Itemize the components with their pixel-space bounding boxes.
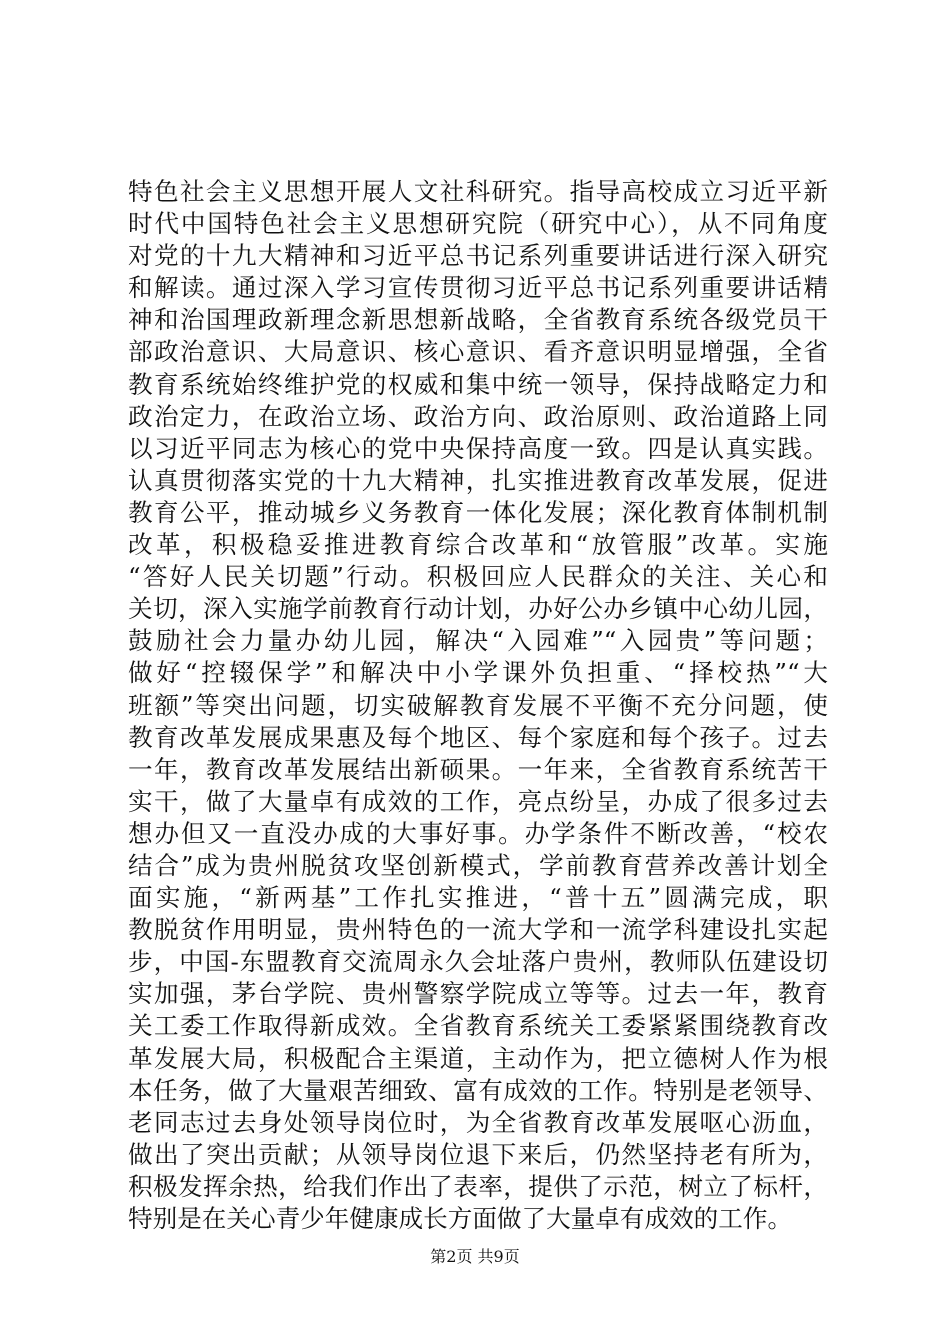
text-line: “答好人民关切题”行动。积极回应人民群众的关注、关心和 [128,562,828,592]
text-line: 部政治意识、大局意识、核心意识、看齐意识明显增强，全省 [128,337,828,367]
text-line: 做好“控辍保学”和解决中小学课外负担重、“择校热”“大 [128,658,828,688]
text-line: 步，中国-东盟教育交流周永久会址落户贵州，教师队伍建设切 [128,947,828,977]
text-line: 班额”等突出问题，切实破解教育发展不平衡不充分问题，使 [128,690,828,720]
text-line: 一年，教育改革发展结出新硕果。一年来，全省教育系统苦干 [128,754,828,784]
text-line: 时代中国特色社会主义思想研究院（研究中心），从不同角度 [128,209,828,239]
text-line: 结合”成为贵州脱贫攻坚创新模式，学前教育营养改善计划全 [128,850,828,880]
text-line: 关切，深入实施学前教育行动计划，办好公办乡镇中心幼儿园， [128,594,828,624]
text-line: 面实施，“新两基”工作扎实推进，“普十五”圆满完成，职 [128,883,828,913]
text-line: 政治定力，在政治立场、政治方向、政治原则、政治道路上同 [128,401,828,431]
text-line: 老同志过去身处领导岗位时，为全省教育改革发展呕心沥血， [128,1107,828,1137]
text-line: 做出了突出贡献；从领导岗位退下来后，仍然坚持老有所为， [128,1139,828,1169]
text-line: 特别是在关心青少年健康成长方面做了大量卓有成效的工作。 [128,1204,793,1233]
text-line: 认真贯彻落实党的十九大精神，扎实推进教育改革发展，促进 [128,465,828,495]
text-line: 关工委工作取得新成效。全省教育系统关工委紧紧围绕教育改 [128,1011,828,1041]
text-line: 以习近平同志为核心的党中央保持高度一致。四是认真实践。 [128,433,828,463]
page-number-footer: 第2页 共9页 [430,1247,520,1266]
text-line: 实干，做了大量卓有成效的工作，亮点纷呈，办成了很多过去 [128,786,828,816]
text-line: 教育系统始终维护党的权威和集中统一领导，保持战略定力和 [128,369,828,399]
text-line: 积极发挥余热，给我们作出了表率，提供了示范，树立了标杆， [128,1171,828,1201]
text-line: 特色社会主义思想开展人文社科研究。指导高校成立习近平新 [128,177,828,206]
text-line: 实加强，茅台学院、贵州警察学院成立等等。过去一年，教育 [128,979,828,1009]
text-line: 教育改革发展成果惠及每个地区、每个家庭和每个孩子。过去 [128,722,828,752]
text-line: 本任务，做了大量艰苦细致、富有成效的工作。特别是老领导、 [128,1075,828,1105]
text-line: 神和治国理政新理念新思想新战略，全省教育系统各级党员干 [128,305,828,335]
text-line: 改革，积极稳妥推进教育综合改革和“放管服”改革。实施 [128,530,828,560]
text-line: 想办但又一直没办成的大事好事。办学条件不断改善，“校农 [128,818,828,848]
text-line: 教育公平，推动城乡义务教育一体化发展；深化教育体制机制 [128,497,828,527]
text-line: 革发展大局，积极配合主渠道，主动作为，把立德树人作为根 [128,1043,828,1073]
text-line: 鼓励社会力量办幼儿园，解决“入园难”“入园贵”等问题； [128,626,828,656]
body-paragraph [128,176,828,1235]
text-line: 对党的十九大精神和习近平总书记系列重要讲话进行深入研究 [128,241,828,271]
text-line: 和解读。通过深入学习宣传贯彻习近平总书记系列重要讲话精 [128,273,828,303]
text-line: 教脱贫作用明显，贵州特色的一流大学和一流学科建设扎实起 [128,915,828,945]
